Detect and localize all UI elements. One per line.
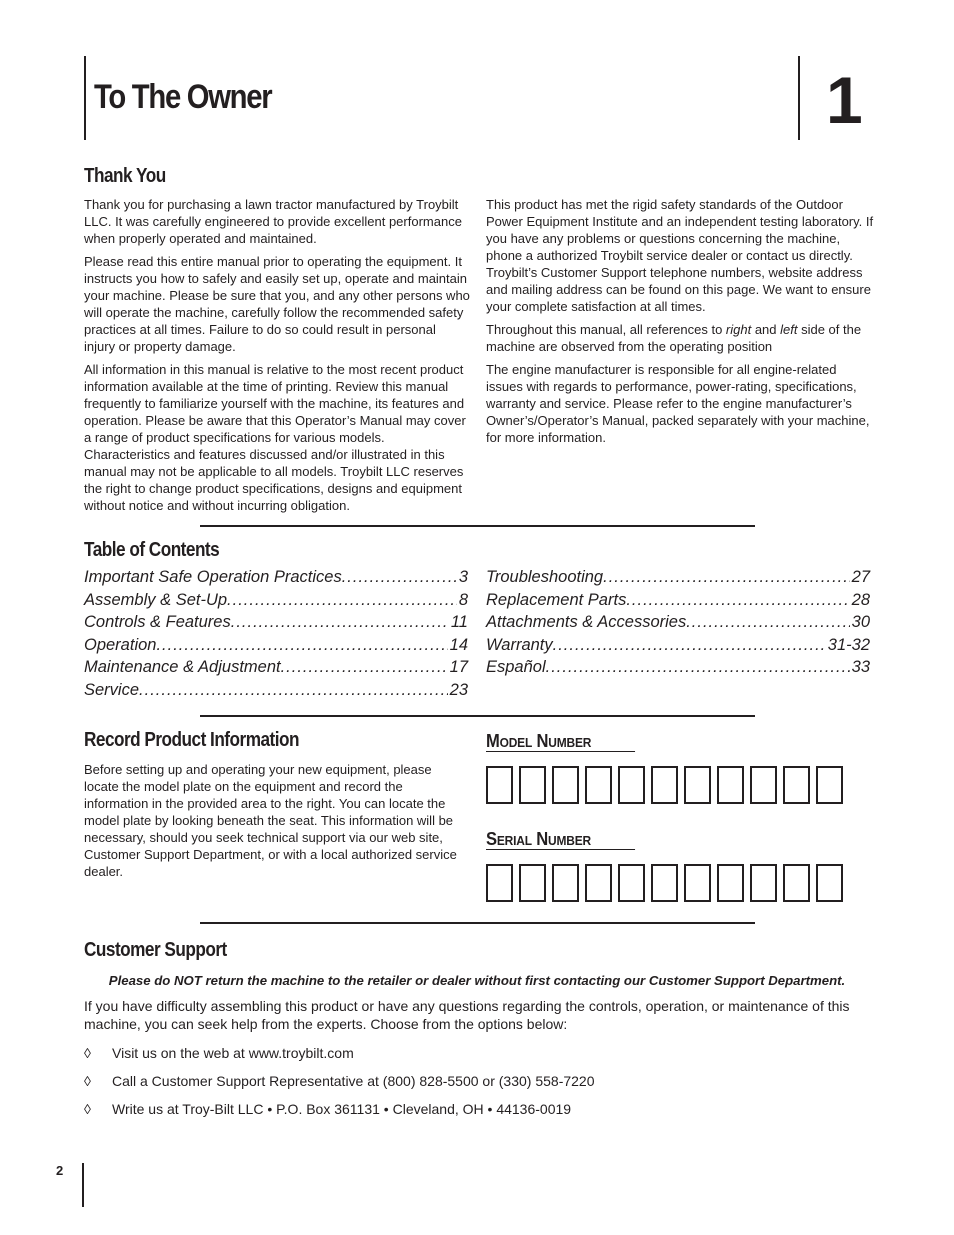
digit-box[interactable] — [486, 864, 513, 902]
toc-entry-page: 17 — [449, 658, 468, 676]
toc-entry-label: Troubleshooting — [486, 568, 604, 586]
toc-entry[interactable] — [486, 656, 870, 679]
digit-box[interactable] — [783, 864, 810, 902]
section-divider — [200, 525, 755, 527]
toc-entry-label: Important Safe Operation Practices — [84, 568, 342, 586]
toc-entry-label: Warranty — [486, 635, 553, 654]
model-number-label: Model Number — [486, 731, 635, 752]
serial-number-label: Serial Number — [486, 829, 635, 850]
toc-entry-page: 23 — [449, 680, 468, 699]
digit-box[interactable] — [750, 864, 777, 902]
support-heading: Customer Support — [84, 939, 227, 961]
digit-box[interactable] — [717, 766, 744, 804]
toc-entry-label: Operation — [84, 635, 157, 654]
digit-box[interactable] — [651, 864, 678, 902]
toc-entry-label: Service — [84, 680, 140, 699]
chapter-rule — [798, 56, 800, 140]
toc-entry-page: 3 — [458, 568, 468, 586]
digit-box[interactable] — [816, 864, 843, 902]
digit-box[interactable] — [618, 864, 645, 902]
footer-rule — [82, 1163, 84, 1207]
support-option — [84, 1100, 571, 1118]
orientation-text: and — [751, 322, 781, 337]
chapter-number: 1 — [826, 63, 861, 137]
toc-entry[interactable] — [84, 656, 468, 679]
engine-manufacturer-paragraph: The engine manufacturer is responsible for all engine-related issues with regards to performance, power-rating, specifications, warranty and service. Please refer to the engine manufacturer’s Owner’s/Operator’s Manual, packed separately with your machine, for more information. — [486, 362, 870, 445]
diamond-bullet-icon: ◊ — [84, 1073, 91, 1089]
orientation-text: side of the machine are observed from the operating position — [486, 322, 862, 354]
thank-you-heading: Thank You — [84, 165, 166, 187]
toc-entry[interactable] — [486, 611, 870, 634]
toc-entry-page: 30 — [851, 613, 870, 631]
digit-box[interactable] — [783, 766, 810, 804]
section-divider — [200, 715, 755, 717]
toc-entry[interactable] — [84, 679, 468, 702]
right-term: right — [725, 322, 752, 337]
toc-left-column — [84, 566, 468, 701]
thank-you-paragraph: All information in this manual is relative to the most recent product information available at the time of printing. Review this manual frequently to familiarize yourself with the machine, its features and operation. Please be aware that this Operator’s Manual may cover a range of product specifications for various models. Characteristics and features discussed and/or illustrated in this manual may not be applicable to all models. Troybilt LLC reserves the right to change product specifications, designs and equipment without notice and without incurring obligation. — [84, 362, 466, 513]
section-divider — [200, 922, 755, 924]
support-option-text: Visit us on the web at www.troybilt.com — [112, 1045, 354, 1061]
toc-entry-page: 33 — [851, 658, 870, 676]
left-term: left — [780, 322, 798, 337]
toc-entry-label: Español — [486, 658, 546, 676]
digit-box[interactable] — [651, 766, 678, 804]
support-option — [84, 1044, 354, 1062]
toc-right-column — [486, 566, 870, 679]
toc-heading: Table of Contents — [84, 539, 220, 561]
toc-entry[interactable] — [84, 589, 468, 612]
support-option-text: Call a Customer Support Representative at (800) 828-5500 or (330) 558-7220 — [112, 1073, 595, 1089]
toc-entry-label: Attachments & Accessories — [486, 613, 687, 631]
digit-box[interactable] — [519, 864, 546, 902]
toc-entry-page: 27 — [851, 568, 870, 586]
thank-you-paragraph: Thank you for purchasing a lawn tractor manufactured by Troybilt LLC. It was carefully engineered to provide excellent performance when properly operated and maintained. — [84, 197, 462, 246]
support-intro: If you have difficulty assembling this product or have any questions regarding the controls, operation, or maintenance of this machine, you can seek help from the experts. Choose from the options below: — [84, 998, 850, 1032]
toc-entry-label: Maintenance & Adjustment — [84, 658, 281, 676]
toc-entry-page: 28 — [851, 590, 870, 609]
support-warning: Please do NOT return the machine to the retailer or dealer without first contacting our Customer Support Department. — [108, 973, 846, 988]
support-option — [84, 1072, 595, 1090]
toc-entry-label: Assembly & Set-Up — [84, 590, 228, 609]
diamond-bullet-icon: ◊ — [84, 1045, 91, 1061]
toc-entry[interactable] — [84, 634, 468, 657]
record-instructions: Before setting up and operating your new equipment, please locate the model plate on the equipment and record the information in the provided area to the right. You can locate the model plate by looking beneath the seat. This information will be necessary, should you seek technical support via our web site, Customer Support Department, or with a local authorized service dealer. — [84, 762, 457, 879]
toc-entry-page: 14 — [449, 635, 468, 654]
toc-entry-label: Replacement Parts — [486, 590, 627, 609]
toc-entry-page: 11 — [450, 613, 468, 631]
model-number-boxes[interactable] — [486, 766, 843, 804]
orientation-text: Throughout this manual, all references to — [486, 322, 726, 337]
digit-box[interactable] — [816, 766, 843, 804]
thank-you-left-column — [84, 196, 470, 520]
safety-standards-paragraph: This product has met the rigid safety standards of the Outdoor Power Equipment Institute and an independent testing laboratory. If you have any problems or questions concerning the machine, phone a authorized Troybilt service dealer or contact us directly. Troybilt’s Customer Support telephone numbers, website address and mailing address can be found on this page. We want to ensure your complete satisfaction at all times. — [486, 197, 874, 314]
toc-entry[interactable] — [486, 589, 870, 612]
digit-box[interactable] — [552, 766, 579, 804]
thank-you-paragraph: Please read this entire manual prior to operating the equipment. It instructs you how to safely and easily set up, operate and maintain your machine. Please be sure that you, and any other persons who will operate the machine, carefully follow the recommended safety practices at all times. Failure to do so could result in personal injury or property damage. — [84, 254, 470, 354]
diamond-bullet-icon: ◊ — [84, 1101, 91, 1117]
page-title: To The Owner — [94, 78, 272, 116]
toc-entry-label: Controls & Features — [84, 613, 231, 631]
digit-box[interactable] — [585, 766, 612, 804]
toc-entry[interactable] — [486, 566, 870, 589]
support-option-text: Write us at Troy-Bilt LLC • P.O. Box 361131 • Cleveland, OH • 44136-0019 — [112, 1101, 572, 1117]
thank-you-right-column — [486, 196, 874, 452]
digit-box[interactable] — [519, 766, 546, 804]
toc-entry-page: 8 — [458, 590, 468, 609]
serial-number-boxes[interactable] — [486, 864, 843, 902]
digit-box[interactable] — [585, 864, 612, 902]
toc-entry[interactable] — [486, 634, 870, 657]
digit-box[interactable] — [717, 864, 744, 902]
record-heading: Record Product Information — [84, 729, 299, 751]
digit-box[interactable] — [684, 766, 711, 804]
digit-box[interactable] — [750, 766, 777, 804]
toc-entry-page: 31-32 — [827, 635, 870, 654]
toc-entry[interactable] — [84, 566, 468, 589]
digit-box[interactable] — [552, 864, 579, 902]
digit-box[interactable] — [684, 864, 711, 902]
orientation-paragraph — [486, 321, 874, 355]
digit-box[interactable] — [618, 766, 645, 804]
digit-box[interactable] — [486, 766, 513, 804]
page-number: 2 — [56, 1163, 64, 1178]
title-rule — [84, 56, 86, 140]
toc-entry[interactable] — [84, 611, 468, 634]
